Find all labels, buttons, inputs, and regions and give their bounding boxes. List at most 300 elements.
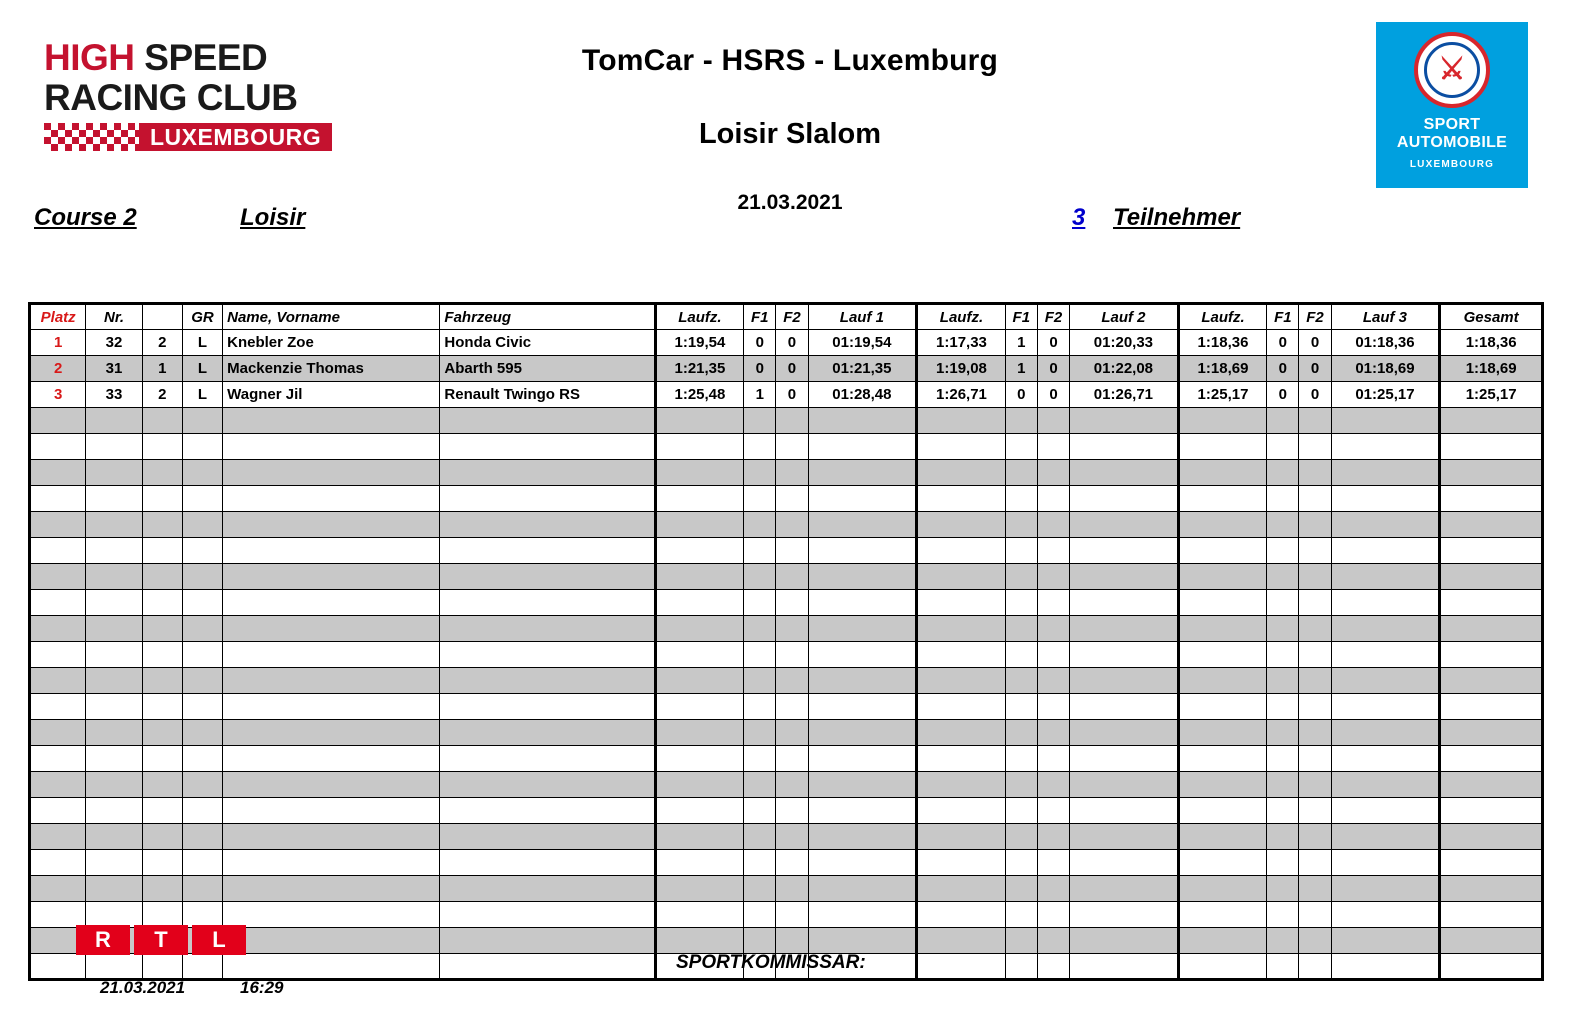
cell-empty bbox=[223, 850, 440, 876]
cell-empty bbox=[182, 876, 222, 902]
cell-empty bbox=[776, 460, 808, 486]
cell-empty bbox=[30, 876, 86, 902]
cell-empty bbox=[223, 928, 440, 954]
cell-empty bbox=[142, 954, 182, 980]
cell-empty bbox=[182, 720, 222, 746]
cell-empty bbox=[917, 590, 1006, 616]
acl-emblem-icon bbox=[1414, 32, 1490, 108]
cell-empty bbox=[808, 642, 917, 668]
cell-empty bbox=[1440, 668, 1543, 694]
cell-empty bbox=[1070, 668, 1179, 694]
cell-laufz3: 1:18,36 bbox=[1178, 330, 1267, 356]
cell-empty bbox=[223, 538, 440, 564]
results-table bbox=[28, 302, 1544, 981]
cell-empty bbox=[776, 538, 808, 564]
cell-empty bbox=[808, 694, 917, 720]
cell-empty bbox=[1267, 408, 1299, 434]
cell-empty bbox=[142, 512, 182, 538]
cell-empty bbox=[1267, 902, 1299, 928]
cell-empty bbox=[223, 772, 440, 798]
cell-empty bbox=[1037, 564, 1069, 590]
cell-empty bbox=[182, 954, 222, 980]
cell-empty bbox=[917, 486, 1006, 512]
cell-empty bbox=[744, 902, 776, 928]
cell-empty bbox=[655, 746, 744, 772]
cell-empty bbox=[776, 902, 808, 928]
cell-empty bbox=[655, 928, 744, 954]
cell-empty bbox=[1005, 876, 1037, 902]
cell-empty bbox=[1037, 798, 1069, 824]
cell-empty bbox=[1037, 486, 1069, 512]
cell-empty bbox=[1299, 564, 1331, 590]
cell-f1_1: 0 bbox=[744, 356, 776, 382]
cell-empty bbox=[917, 772, 1006, 798]
participants-label: Teilnehmer bbox=[1113, 204, 1241, 231]
cell-empty bbox=[808, 798, 917, 824]
cell-empty bbox=[776, 850, 808, 876]
cell-empty bbox=[1037, 746, 1069, 772]
cell-empty bbox=[440, 798, 655, 824]
cell-empty bbox=[223, 564, 440, 590]
cell-empty bbox=[808, 434, 917, 460]
cell-empty bbox=[30, 772, 86, 798]
table-row bbox=[30, 330, 1543, 356]
cell-empty bbox=[1070, 720, 1179, 746]
cell-empty bbox=[1178, 642, 1267, 668]
cell-empty bbox=[182, 616, 222, 642]
th-f2-1: F2 bbox=[776, 304, 808, 330]
cell-empty bbox=[440, 746, 655, 772]
cell-empty bbox=[223, 954, 440, 980]
cell-empty bbox=[744, 538, 776, 564]
cell-empty bbox=[1070, 564, 1179, 590]
cell-empty bbox=[655, 564, 744, 590]
cell-empty bbox=[1267, 876, 1299, 902]
cell-empty bbox=[1331, 538, 1440, 564]
cell-empty bbox=[1070, 772, 1179, 798]
cell-empty bbox=[182, 590, 222, 616]
cell-empty bbox=[30, 590, 86, 616]
cell-empty bbox=[1440, 928, 1543, 954]
cell-empty bbox=[1037, 772, 1069, 798]
cell-empty bbox=[1037, 590, 1069, 616]
cell-empty bbox=[223, 642, 440, 668]
cell-empty bbox=[142, 590, 182, 616]
cell-empty bbox=[30, 824, 86, 850]
cell-fahrzeug: Renault Twingo RS bbox=[440, 382, 655, 408]
cell-empty bbox=[1070, 902, 1179, 928]
cell-empty bbox=[1005, 564, 1037, 590]
cell-empty bbox=[1037, 642, 1069, 668]
cell-empty bbox=[440, 876, 655, 902]
table-row bbox=[30, 382, 1543, 408]
cell-empty bbox=[142, 746, 182, 772]
cell-empty bbox=[1070, 954, 1179, 980]
cell-empty bbox=[808, 408, 917, 434]
cell-empty bbox=[1267, 512, 1299, 538]
cell-empty bbox=[223, 746, 440, 772]
cell-empty bbox=[1299, 824, 1331, 850]
cell-empty bbox=[917, 876, 1006, 902]
cell-empty bbox=[86, 824, 142, 850]
badge-country: LUXEMBOURG bbox=[1409, 159, 1495, 170]
cell-empty bbox=[1178, 798, 1267, 824]
cell-empty bbox=[1267, 954, 1299, 980]
cell-extra: 1 bbox=[142, 356, 182, 382]
cell-empty bbox=[1005, 460, 1037, 486]
cell-empty bbox=[744, 928, 776, 954]
cell-empty bbox=[182, 746, 222, 772]
cell-f1_3: 0 bbox=[1267, 382, 1299, 408]
cell-empty bbox=[744, 642, 776, 668]
logo-word-high: HIGH bbox=[44, 37, 145, 78]
cell-empty bbox=[182, 772, 222, 798]
cell-empty bbox=[1005, 928, 1037, 954]
table-row-empty bbox=[30, 694, 1543, 720]
cell-empty bbox=[142, 616, 182, 642]
cell-empty bbox=[182, 850, 222, 876]
cell-empty bbox=[917, 642, 1006, 668]
cell-lauf3: 01:18,36 bbox=[1331, 330, 1440, 356]
cell-f2_1: 0 bbox=[776, 330, 808, 356]
cell-empty bbox=[776, 512, 808, 538]
cell-empty bbox=[776, 590, 808, 616]
cell-empty bbox=[1267, 824, 1299, 850]
th-platz: Platz bbox=[30, 304, 86, 330]
results-table-wrapper bbox=[28, 302, 1544, 981]
cell-empty bbox=[808, 746, 917, 772]
cell-empty bbox=[142, 460, 182, 486]
cell-empty bbox=[223, 512, 440, 538]
cell-f2_2: 0 bbox=[1037, 356, 1069, 382]
cell-empty bbox=[917, 720, 1006, 746]
cell-empty bbox=[1440, 408, 1543, 434]
cell-empty bbox=[655, 538, 744, 564]
cell-empty bbox=[1299, 954, 1331, 980]
cell-empty bbox=[776, 746, 808, 772]
cell-empty bbox=[1037, 720, 1069, 746]
cell-empty bbox=[142, 720, 182, 746]
title-block bbox=[420, 44, 1160, 215]
cell-empty bbox=[1005, 538, 1037, 564]
cell-empty bbox=[1037, 408, 1069, 434]
cell-empty bbox=[440, 642, 655, 668]
cell-empty bbox=[744, 512, 776, 538]
cell-empty bbox=[808, 486, 917, 512]
cell-empty bbox=[1178, 408, 1267, 434]
cell-f2_3: 0 bbox=[1299, 330, 1331, 356]
cell-empty bbox=[223, 720, 440, 746]
cell-empty bbox=[182, 902, 222, 928]
cell-empty bbox=[1440, 954, 1543, 980]
course-info-row bbox=[0, 204, 1572, 256]
cell-empty bbox=[1331, 512, 1440, 538]
cell-empty bbox=[1299, 876, 1331, 902]
table-row-empty bbox=[30, 408, 1543, 434]
cell-empty bbox=[917, 824, 1006, 850]
cell-empty bbox=[1178, 850, 1267, 876]
th-name: Name, Vorname bbox=[223, 304, 440, 330]
cell-empty bbox=[440, 590, 655, 616]
cell-empty bbox=[1299, 746, 1331, 772]
cell-laufz1: 1:25,48 bbox=[655, 382, 744, 408]
cell-fahrzeug: Abarth 595 bbox=[440, 356, 655, 382]
table-row-empty bbox=[30, 746, 1543, 772]
cell-empty bbox=[1037, 434, 1069, 460]
th-nr: Nr. bbox=[86, 304, 142, 330]
cell-empty bbox=[142, 408, 182, 434]
cell-empty bbox=[1005, 434, 1037, 460]
cell-empty bbox=[655, 902, 744, 928]
cell-empty bbox=[744, 746, 776, 772]
cell-empty bbox=[1440, 486, 1543, 512]
cell-empty bbox=[917, 616, 1006, 642]
cell-gesamt: 1:18,69 bbox=[1440, 356, 1543, 382]
table-row-empty bbox=[30, 668, 1543, 694]
cell-empty bbox=[440, 928, 655, 954]
cell-empty bbox=[142, 798, 182, 824]
cell-empty bbox=[1440, 616, 1543, 642]
checkered-flag-icon bbox=[44, 123, 139, 151]
cell-empty bbox=[1178, 720, 1267, 746]
cell-empty bbox=[1005, 746, 1037, 772]
cell-empty bbox=[1070, 486, 1179, 512]
cell-gr: L bbox=[182, 330, 222, 356]
cell-f1_1: 0 bbox=[744, 330, 776, 356]
cell-empty bbox=[1440, 876, 1543, 902]
cell-empty bbox=[30, 902, 86, 928]
cell-empty bbox=[1178, 746, 1267, 772]
cell-empty bbox=[1267, 616, 1299, 642]
cell-empty bbox=[182, 798, 222, 824]
cell-empty bbox=[1331, 408, 1440, 434]
cell-empty bbox=[1299, 486, 1331, 512]
logo-line-3 bbox=[44, 123, 364, 151]
cell-empty bbox=[142, 694, 182, 720]
table-row-empty bbox=[30, 902, 1543, 928]
cell-empty bbox=[1267, 850, 1299, 876]
cell-empty bbox=[1267, 460, 1299, 486]
cell-empty bbox=[223, 824, 440, 850]
cell-empty bbox=[1331, 642, 1440, 668]
cell-empty bbox=[1178, 876, 1267, 902]
cell-empty bbox=[1037, 824, 1069, 850]
cell-empty bbox=[440, 434, 655, 460]
th-f1-1: F1 bbox=[744, 304, 776, 330]
cell-empty bbox=[1005, 902, 1037, 928]
cell-empty bbox=[1070, 746, 1179, 772]
cell-empty bbox=[808, 720, 917, 746]
cell-empty bbox=[182, 408, 222, 434]
cell-empty bbox=[1440, 720, 1543, 746]
cell-empty bbox=[86, 486, 142, 512]
cell-empty bbox=[86, 746, 142, 772]
cell-empty bbox=[440, 902, 655, 928]
cell-empty bbox=[1178, 434, 1267, 460]
cell-empty bbox=[440, 512, 655, 538]
logo-word-speed: SPEED bbox=[144, 37, 268, 78]
cell-empty bbox=[142, 564, 182, 590]
cell-empty bbox=[142, 434, 182, 460]
cell-empty bbox=[744, 824, 776, 850]
th-laufz-1: Laufz. bbox=[655, 304, 744, 330]
cell-empty bbox=[86, 720, 142, 746]
th-blank bbox=[142, 304, 182, 330]
cell-empty bbox=[86, 954, 142, 980]
cell-empty bbox=[1005, 408, 1037, 434]
cell-empty bbox=[917, 954, 1006, 980]
cell-empty bbox=[142, 668, 182, 694]
rtl-letter-r: R bbox=[76, 925, 130, 955]
cell-empty bbox=[1178, 824, 1267, 850]
th-f1-2: F1 bbox=[1005, 304, 1037, 330]
cell-empty bbox=[655, 408, 744, 434]
rtl-logo bbox=[76, 925, 246, 955]
cell-empty bbox=[1178, 564, 1267, 590]
cell-empty bbox=[86, 694, 142, 720]
cell-empty bbox=[223, 460, 440, 486]
cell-empty bbox=[1440, 590, 1543, 616]
cell-laufz2: 1:19,08 bbox=[917, 356, 1006, 382]
cell-empty bbox=[1267, 590, 1299, 616]
cell-empty bbox=[776, 668, 808, 694]
cell-empty bbox=[1299, 720, 1331, 746]
cell-empty bbox=[1331, 746, 1440, 772]
cell-empty bbox=[440, 538, 655, 564]
sportkommissar-label: SPORTKOMMISSAR: bbox=[676, 952, 866, 973]
cell-empty bbox=[1005, 824, 1037, 850]
cell-empty bbox=[744, 850, 776, 876]
hsrc-logo bbox=[44, 38, 364, 151]
cell-empty bbox=[1299, 408, 1331, 434]
event-title: TomCar - HSRS - Luxemburg bbox=[581, 44, 999, 77]
cell-empty bbox=[86, 408, 142, 434]
cell-f2_3: 0 bbox=[1299, 382, 1331, 408]
cell-empty bbox=[86, 460, 142, 486]
cell-empty bbox=[1299, 850, 1331, 876]
cell-empty bbox=[1005, 512, 1037, 538]
cell-f1_3: 0 bbox=[1267, 356, 1299, 382]
cell-lauf1: 01:28,48 bbox=[808, 382, 917, 408]
cell-empty bbox=[182, 694, 222, 720]
footer-print-time: 16:29 bbox=[240, 978, 284, 997]
cell-empty bbox=[917, 668, 1006, 694]
cell-empty bbox=[655, 798, 744, 824]
cell-empty bbox=[1005, 694, 1037, 720]
th-gr: GR bbox=[182, 304, 222, 330]
badge-line-2: AUTOMOBILE bbox=[1396, 134, 1508, 151]
table-row-empty bbox=[30, 538, 1543, 564]
rtl-letter-t: T bbox=[134, 925, 188, 955]
cell-fahrzeug: Honda Civic bbox=[440, 330, 655, 356]
cell-name: Wagner Jil bbox=[223, 382, 440, 408]
cell-empty bbox=[182, 564, 222, 590]
sport-automobile-luxembourg-badge bbox=[1376, 22, 1528, 188]
cell-empty bbox=[1070, 642, 1179, 668]
cell-empty bbox=[30, 564, 86, 590]
cell-empty bbox=[1005, 798, 1037, 824]
cell-empty bbox=[655, 720, 744, 746]
cell-empty bbox=[744, 408, 776, 434]
cell-empty bbox=[86, 642, 142, 668]
cell-empty bbox=[917, 434, 1006, 460]
cell-empty bbox=[30, 486, 86, 512]
table-header-row bbox=[30, 304, 1543, 330]
th-f2-3: F2 bbox=[1299, 304, 1331, 330]
logo-line-1 bbox=[44, 38, 364, 78]
th-lauf-2: Lauf 2 bbox=[1070, 304, 1179, 330]
cell-empty bbox=[1037, 850, 1069, 876]
cell-empty bbox=[776, 434, 808, 460]
cell-empty bbox=[1070, 512, 1179, 538]
event-date: 21.03.2021 bbox=[737, 191, 843, 214]
cell-empty bbox=[223, 590, 440, 616]
th-f2-2: F2 bbox=[1037, 304, 1069, 330]
cell-empty bbox=[30, 538, 86, 564]
cell-empty bbox=[744, 616, 776, 642]
cell-empty bbox=[776, 694, 808, 720]
cell-empty bbox=[1331, 694, 1440, 720]
cell-empty bbox=[655, 434, 744, 460]
table-row-empty bbox=[30, 616, 1543, 642]
cell-empty bbox=[655, 460, 744, 486]
cell-empty bbox=[30, 850, 86, 876]
cell-platz: 2 bbox=[30, 356, 86, 382]
th-gesamt: Gesamt bbox=[1440, 304, 1543, 330]
table-row-empty bbox=[30, 928, 1543, 954]
table-row-empty bbox=[30, 460, 1543, 486]
cell-empty bbox=[1267, 798, 1299, 824]
cell-empty bbox=[1070, 408, 1179, 434]
cell-empty bbox=[1037, 616, 1069, 642]
cell-empty bbox=[655, 850, 744, 876]
cell-empty bbox=[440, 694, 655, 720]
cell-empty bbox=[142, 876, 182, 902]
cell-empty bbox=[86, 850, 142, 876]
cell-empty bbox=[86, 512, 142, 538]
cell-empty bbox=[1440, 772, 1543, 798]
cell-empty bbox=[1070, 928, 1179, 954]
cell-empty bbox=[1070, 434, 1179, 460]
cell-empty bbox=[1299, 668, 1331, 694]
cell-empty bbox=[440, 460, 655, 486]
cell-empty bbox=[808, 850, 917, 876]
lion-icon: ⚔ bbox=[1438, 53, 1466, 86]
cell-f2_3: 0 bbox=[1299, 356, 1331, 382]
cell-laufz2: 1:26,71 bbox=[917, 382, 1006, 408]
cell-lauf3: 01:18,69 bbox=[1331, 356, 1440, 382]
cell-empty bbox=[1331, 590, 1440, 616]
cell-empty bbox=[1178, 928, 1267, 954]
cell-empty bbox=[1037, 902, 1069, 928]
cell-laufz3: 1:25,17 bbox=[1178, 382, 1267, 408]
cell-empty bbox=[440, 824, 655, 850]
cell-empty bbox=[744, 798, 776, 824]
cell-empty bbox=[1299, 590, 1331, 616]
logo-luxembourg-band: LUXEMBOURG bbox=[139, 123, 332, 151]
cell-empty bbox=[1267, 928, 1299, 954]
cell-empty bbox=[744, 772, 776, 798]
cell-empty bbox=[1440, 694, 1543, 720]
cell-empty bbox=[223, 486, 440, 512]
course-label: Course 2 bbox=[34, 204, 137, 231]
cell-empty bbox=[30, 642, 86, 668]
cell-lauf2: 01:20,33 bbox=[1070, 330, 1179, 356]
cell-empty bbox=[1299, 642, 1331, 668]
cell-empty bbox=[1178, 486, 1267, 512]
cell-empty bbox=[30, 408, 86, 434]
cell-empty bbox=[182, 512, 222, 538]
